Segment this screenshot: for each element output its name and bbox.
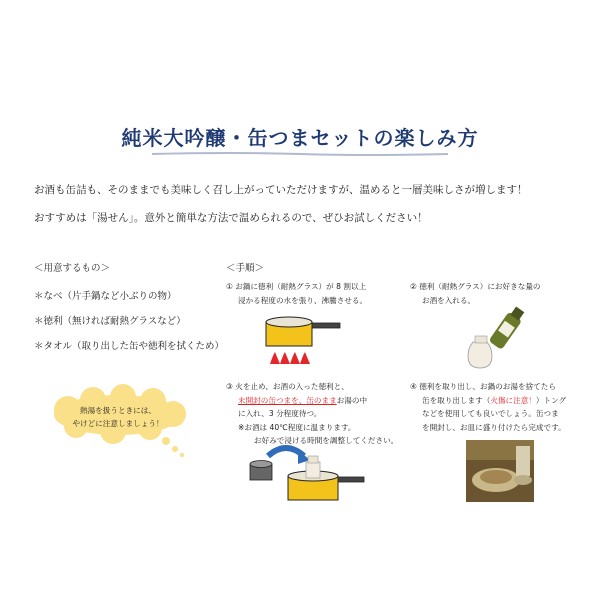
step-4-number: ④ xyxy=(410,382,417,391)
step-3 xyxy=(226,380,411,448)
step-1 xyxy=(226,280,401,307)
step-3-line-1: 火を止め、お酒の入った徳利と、 xyxy=(235,382,349,391)
intro-line-1: お酒も缶詰も、そのままでも美味しく召し上がっていただけますが、温めると一層美味しさが増します！ xyxy=(34,184,528,196)
title-brush-underline xyxy=(150,151,450,157)
step-2-number: ② xyxy=(410,282,417,291)
step-4-warning: 火傷に注意！ xyxy=(490,395,536,405)
step-3-warning: 未開封の缶つまを、缶のまま xyxy=(238,395,337,405)
step-1-line-2: 浸かる程度の水を張り、沸騰させる。 xyxy=(238,295,368,305)
can-into-pot-illustration xyxy=(246,442,366,507)
intro-line-2: おすすめは「湯せん」。意外と簡単な方法で温められるので、ぜひお試しください！ xyxy=(34,212,428,224)
step-4-line-2b: ）トング xyxy=(535,395,567,405)
step-2 xyxy=(410,280,580,307)
step-2-line-1: 徳利（耐熱グラス）にお好きな量の xyxy=(419,282,541,291)
step-2-line-2: お酒を入れる。 xyxy=(422,295,476,305)
prep-heading: ＜用意するもの＞ xyxy=(34,263,111,274)
step-3-note: ※お酒は 40℃程度に温まります。 xyxy=(238,422,356,432)
step-4-line-1: 徳利を取り出し、お鍋のお湯を捨てたら xyxy=(419,382,556,391)
cloud-message xyxy=(58,404,178,430)
step-4-line-3: などを使用しても良いでしょう。缶つま xyxy=(422,409,559,418)
step-3-number: ③ xyxy=(226,382,233,391)
steps-heading: ＜手順＞ xyxy=(226,263,265,274)
step-4-line-2a: 缶を取り出します（ xyxy=(422,395,491,405)
step-1-number: ① xyxy=(226,282,233,291)
cloud-line-2: やけどに注意しましょう！ xyxy=(72,419,164,428)
page-title: 純米大吟醸・缶つまセットの楽しみ方 xyxy=(121,126,479,150)
step-4-line-4: を開封し、お皿に盛り付けたら完成です。 xyxy=(422,422,566,432)
prep-item-tokkuri: ＊徳利（無ければ耐熱グラスなど） xyxy=(34,316,186,327)
step-3-line-2-rest: お湯の中 xyxy=(336,395,368,405)
step-4 xyxy=(410,380,590,434)
served-dish-photo xyxy=(466,440,534,502)
step-3-note-2: お好みで浸ける時間を調整してください。 xyxy=(254,436,399,445)
cloud-line-1: 熱湯を扱うときには、 xyxy=(80,406,156,415)
step-3-line-3: に入れ、3 分程度待つ。 xyxy=(238,409,322,418)
pouring-sake-illustration xyxy=(455,312,530,374)
prep-item-pot: ＊なべ（片手鍋など小ぶりの物） xyxy=(34,291,177,302)
prep-item-towel: ＊タオル（取り出した缶や徳利を拭くため） xyxy=(34,341,225,352)
boiling-pot-illustration xyxy=(258,314,348,366)
step-1-line-1: お鍋に徳利（耐熱グラス）が 8 割以上 xyxy=(235,282,367,291)
